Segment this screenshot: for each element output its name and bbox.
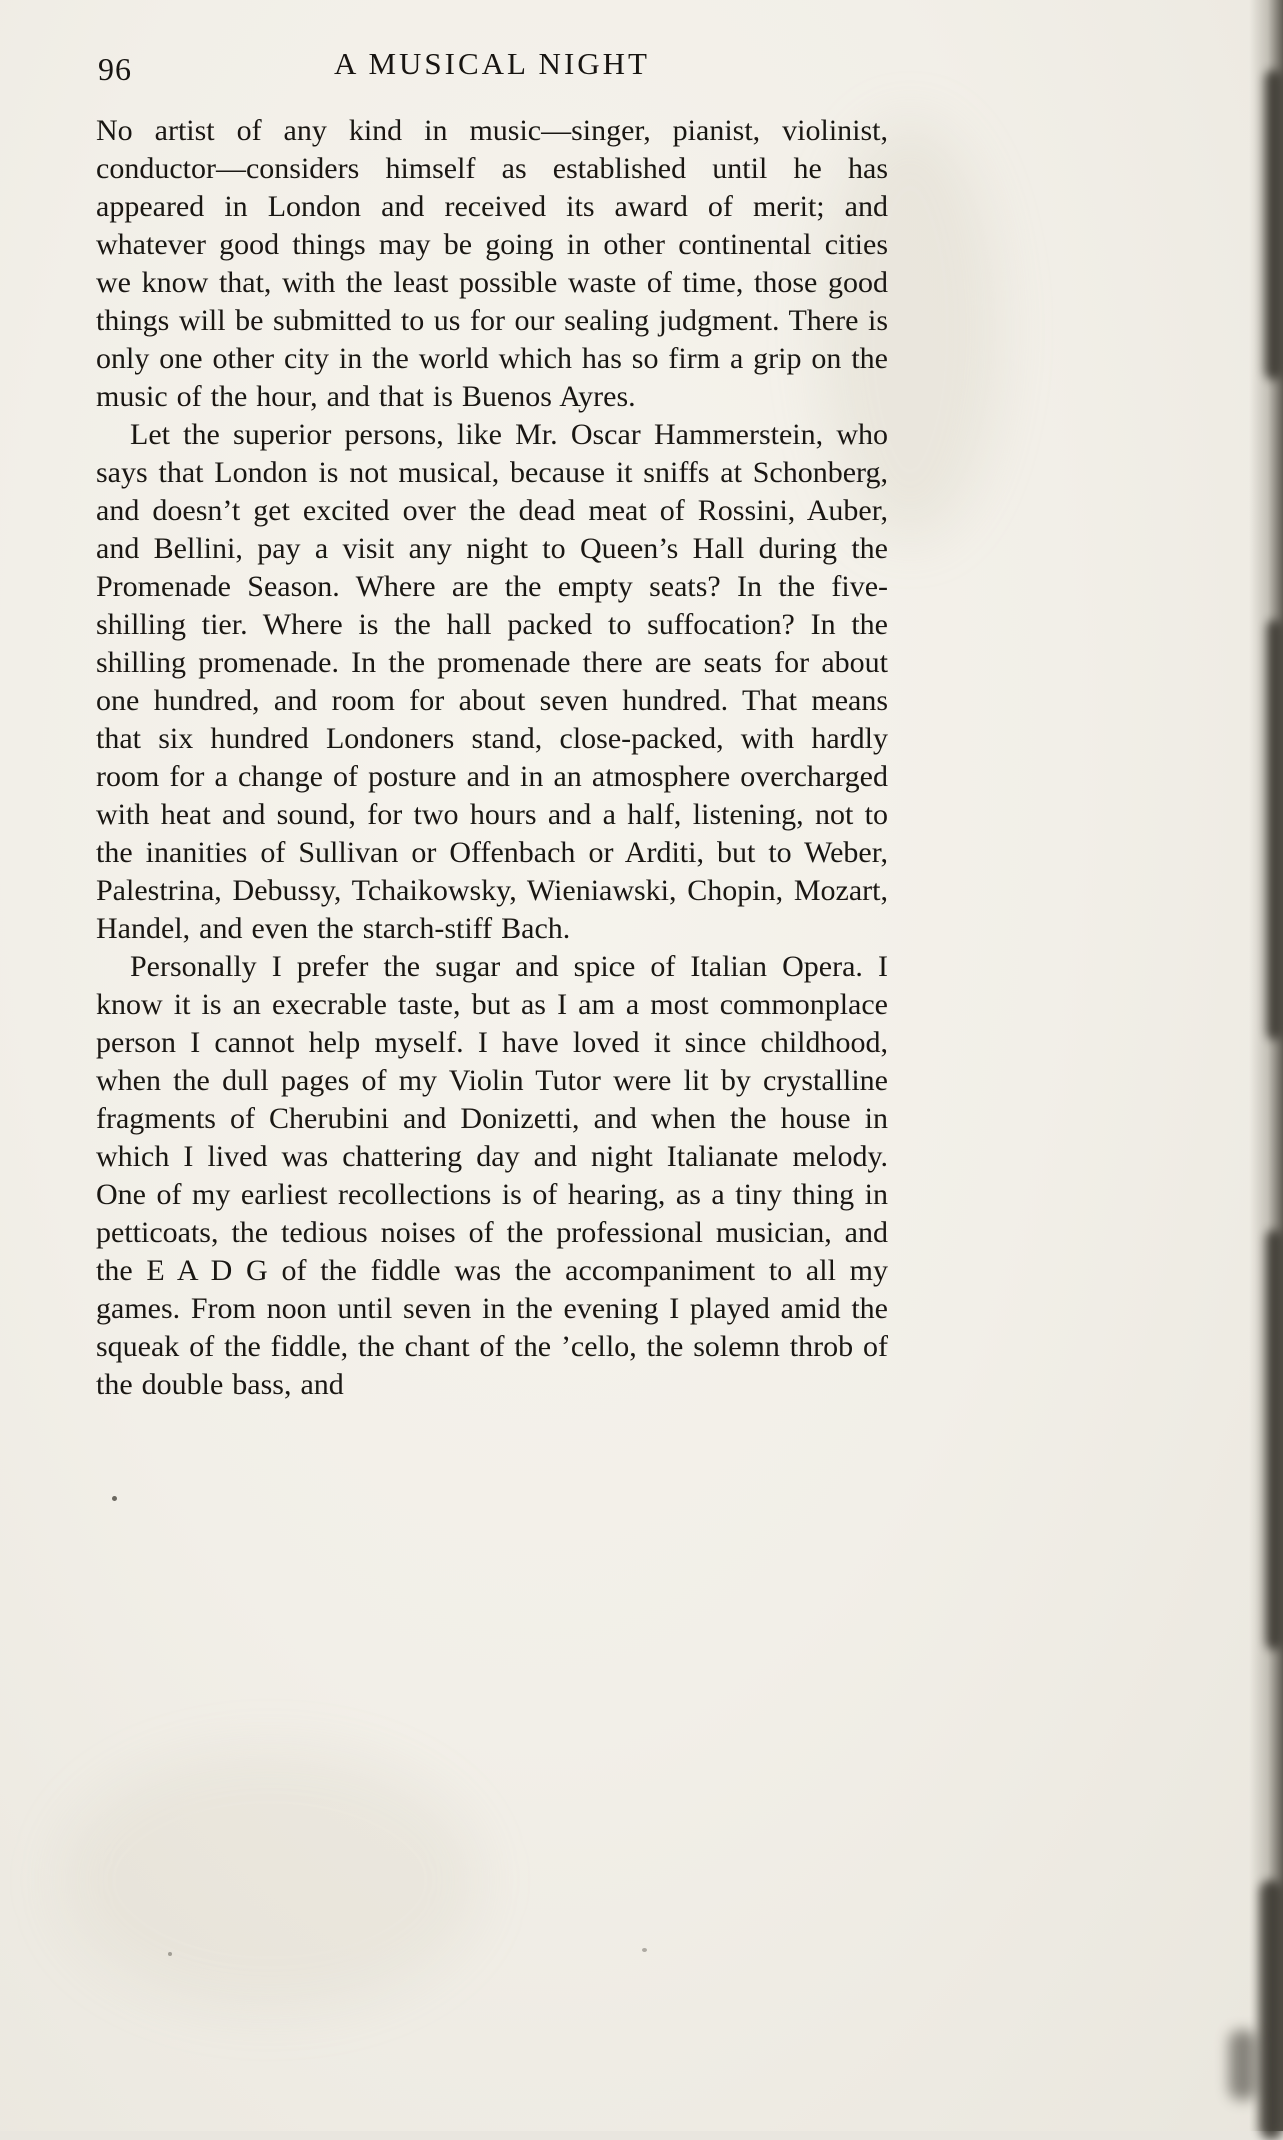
- running-title: A MUSICAL NIGHT: [334, 46, 650, 81]
- page-number: 96: [98, 51, 132, 87]
- scan-speck: [642, 1948, 647, 1952]
- scan-edge-blot: [1267, 620, 1283, 1040]
- scan-edge-blot: [1260, 1880, 1283, 2140]
- scan-speck: [168, 1952, 172, 1956]
- paragraph-1: No artist of any kind in music—singer, pianist, violinist, conductor—considers himself as established until he has appeared in London and received its award of merit; and whatever good things may be going in other continental cities we know that, with the least possible waste of time, those good things will be submitted to us for our sealing judgment. There is only one other city in the world which has so firm a grip on the music of the hour, and that is Buenos Ayres.: [96, 114, 888, 413]
- paragraph-3: Personally I prefer the sugar and spice of Italian Opera. I know it is an execrable taste, but as I am a most commonplace person I cannot help myself. I have loved it since childhood, when the dull pages of my Violin Tutor were lit by crystalline fragments of Cherubini and Donizetti, and when the house in which I lived was chattering day and night Italianate melody. One of my earliest recollections is of hearing, as a tiny thing in petticoats, the tedious noises of the professional musician, and the E A D G of the fiddle was the accompaniment to all my games. From noon until seven in the evening I played amid the squeak of the fiddle, the chant of the ’cello, the solemn throb of the double bass, and: [96, 950, 888, 1401]
- paragraph-2: Let the superior persons, like Mr. Oscar Hammerstein, who says that London is not musical, because it sniffs at Schonberg, and doesn’t get excited over the dead meat of Rossini, Auber, and Bellini, pay a visit any night to Queen’s Hall during the Promenade Season. Where are the empty seats? In the five-shilling tier. Where is the hall packed to suffocation? In the shilling promenade. In the promenade there are seats for about one hundred, and room for about seven hundred. That means that six hundred Londoners stand, close-packed, with hardly room for a change of posture and in an atmosphere overcharged with heat and sound, for two hours and a half, listening, not to the inanities of Sullivan or Offenbach or Arditi, but to Weber, Palestrina, Debussy, Tchaikowsky, Wieniawski, Chopin, Mozart, Handel, and even the starch-stiff Bach.: [96, 418, 888, 945]
- scan-edge-blot: [1266, 1230, 1283, 1650]
- paper-stain: [60, 1750, 480, 2010]
- scan-edge-blot: [1229, 2030, 1257, 2100]
- page-header: [96, 46, 888, 92]
- text-block: [96, 46, 888, 1404]
- page-body: [96, 112, 888, 1404]
- scan-speck: [112, 1496, 117, 1501]
- scan-edge-blot: [1265, 70, 1283, 380]
